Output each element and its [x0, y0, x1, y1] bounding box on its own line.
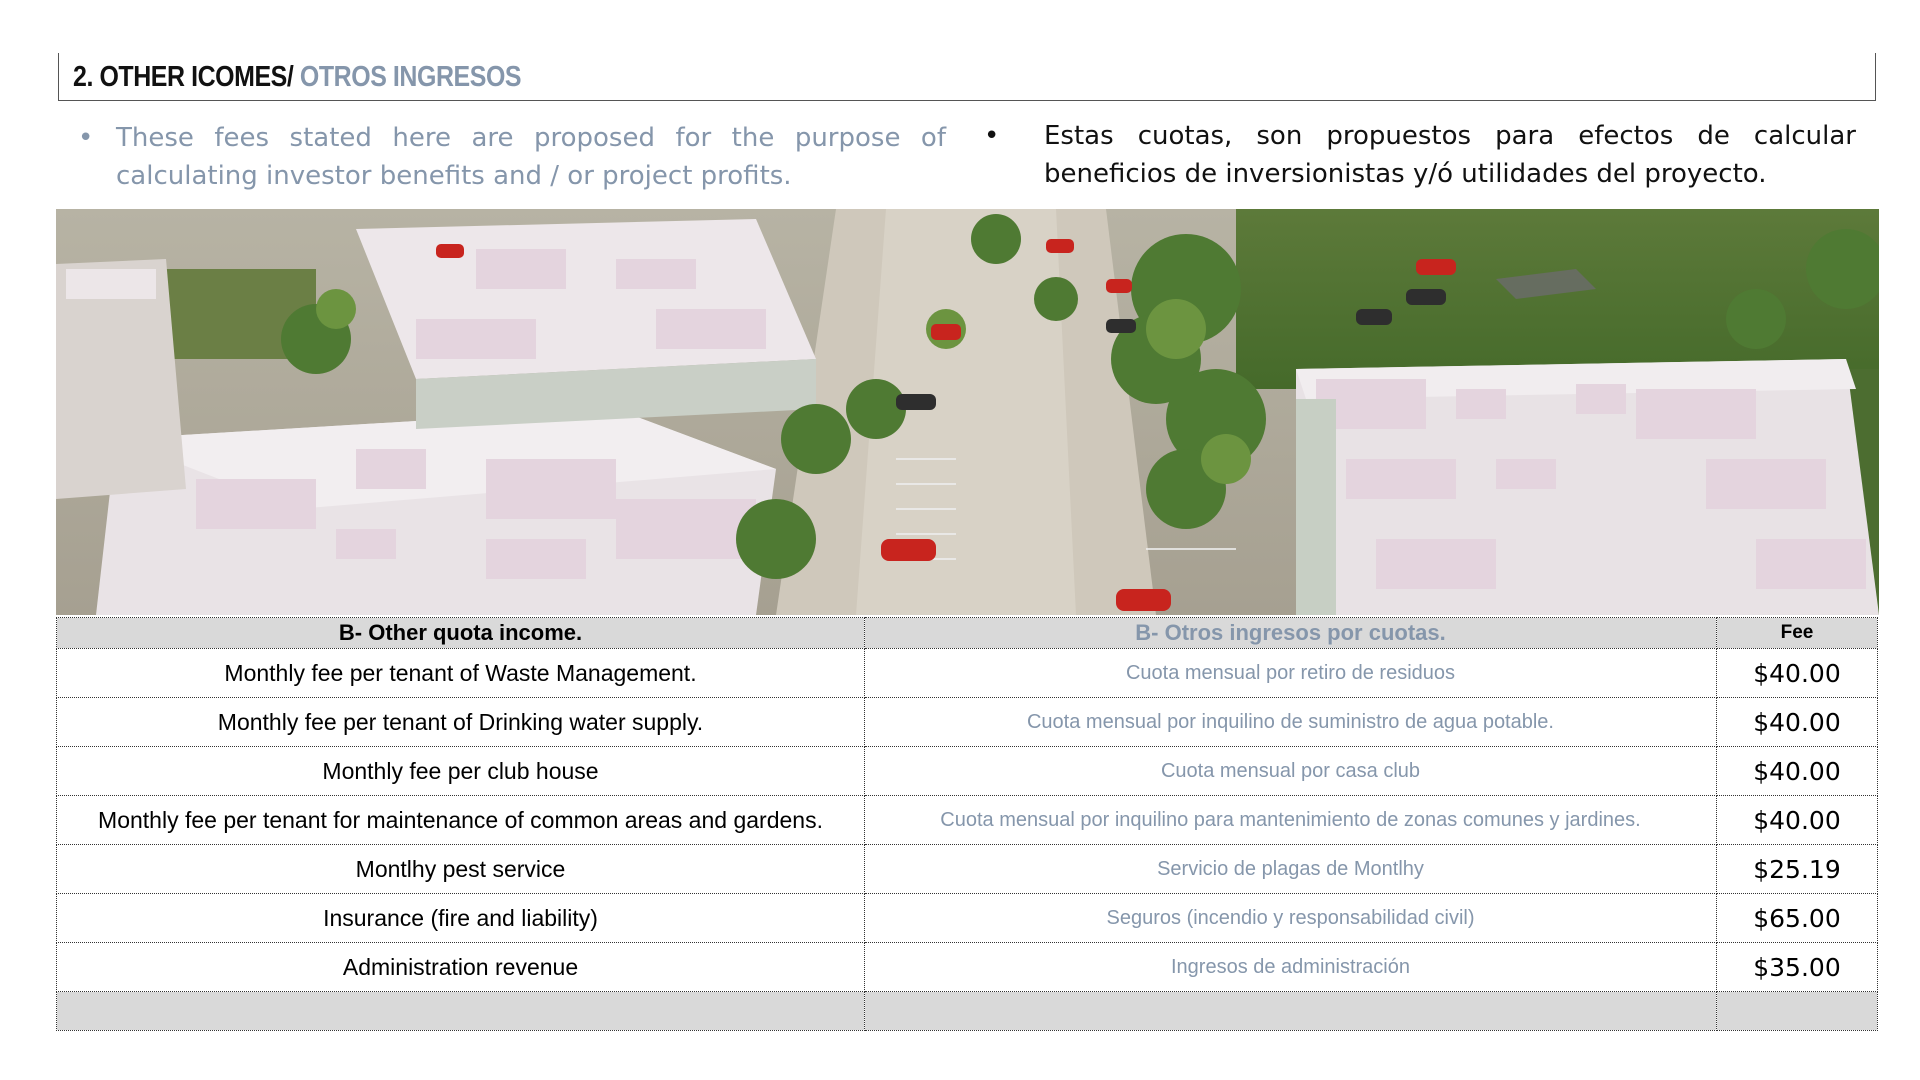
table-row [57, 943, 1878, 992]
row-spanish: Ingresos de administración [865, 943, 1717, 992]
bullet-spanish-text: Estas cuotas, son propuestos para efectos de calcular beneficios de inversionistas y/ó utilidades del proyecto. [1044, 121, 1856, 189]
table-row [57, 894, 1878, 943]
section-title [73, 61, 521, 94]
table-header-row [57, 618, 1878, 649]
table-row [57, 845, 1878, 894]
quota-income-table [56, 617, 1878, 1031]
row-fee: $40.00 [1717, 796, 1878, 845]
bullet-dot: • [984, 121, 1000, 151]
table-row [57, 649, 1878, 698]
row-fee: $40.00 [1717, 649, 1878, 698]
bullet-english-text: These fees stated here are proposed for the purpose of calculating investor benefits and / or project profits. [116, 123, 946, 191]
row-spanish: Cuota mensual por inquilino de suministro de agua potable. [865, 698, 1717, 747]
row-english: Insurance (fire and liability) [57, 894, 865, 943]
footer-cell [57, 992, 865, 1031]
row-english: Montlhy pest service [57, 845, 865, 894]
row-fee: $35.00 [1717, 943, 1878, 992]
row-fee: $25.19 [1717, 845, 1878, 894]
bullet-spanish [984, 117, 1856, 193]
header-fee: Fee [1717, 618, 1878, 649]
bullet-english [78, 119, 946, 195]
row-english: Monthly fee per tenant for maintenance of common areas and gardens. [57, 796, 865, 845]
footer-cell [865, 992, 1717, 1031]
row-fee: $40.00 [1717, 698, 1878, 747]
aerial-rendering-image [56, 209, 1879, 615]
table-row [57, 747, 1878, 796]
bullet-dot: • [78, 123, 94, 153]
row-fee: $40.00 [1717, 747, 1878, 796]
row-english: Monthly fee per tenant of Drinking water supply. [57, 698, 865, 747]
table-row [57, 796, 1878, 845]
table-row [57, 698, 1878, 747]
footer-cell [1717, 992, 1878, 1031]
row-spanish: Cuota mensual por retiro de residuos [865, 649, 1717, 698]
row-fee: $65.00 [1717, 894, 1878, 943]
row-english: Monthly fee per club house [57, 747, 865, 796]
section-title-box [58, 53, 1876, 101]
table-footer-row [57, 992, 1878, 1031]
row-english: Monthly fee per tenant of Waste Management. [57, 649, 865, 698]
row-spanish: Seguros (incendio y responsabilidad civil) [865, 894, 1717, 943]
row-spanish: Cuota mensual por casa club [865, 747, 1717, 796]
row-spanish: Cuota mensual por inquilino para mantenimiento de zonas comunes y jardines. [865, 796, 1717, 845]
row-spanish: Servicio de plagas de Montlhy [865, 845, 1717, 894]
section-title-en: 2. OTHER ICOMES/ [73, 61, 294, 93]
section-title-es: OTROS INGRESOS [299, 61, 522, 93]
header-english: B- Other quota income. [57, 618, 865, 649]
row-english: Administration revenue [57, 943, 865, 992]
header-spanish: B- Otros ingresos por cuotas. [865, 618, 1717, 649]
